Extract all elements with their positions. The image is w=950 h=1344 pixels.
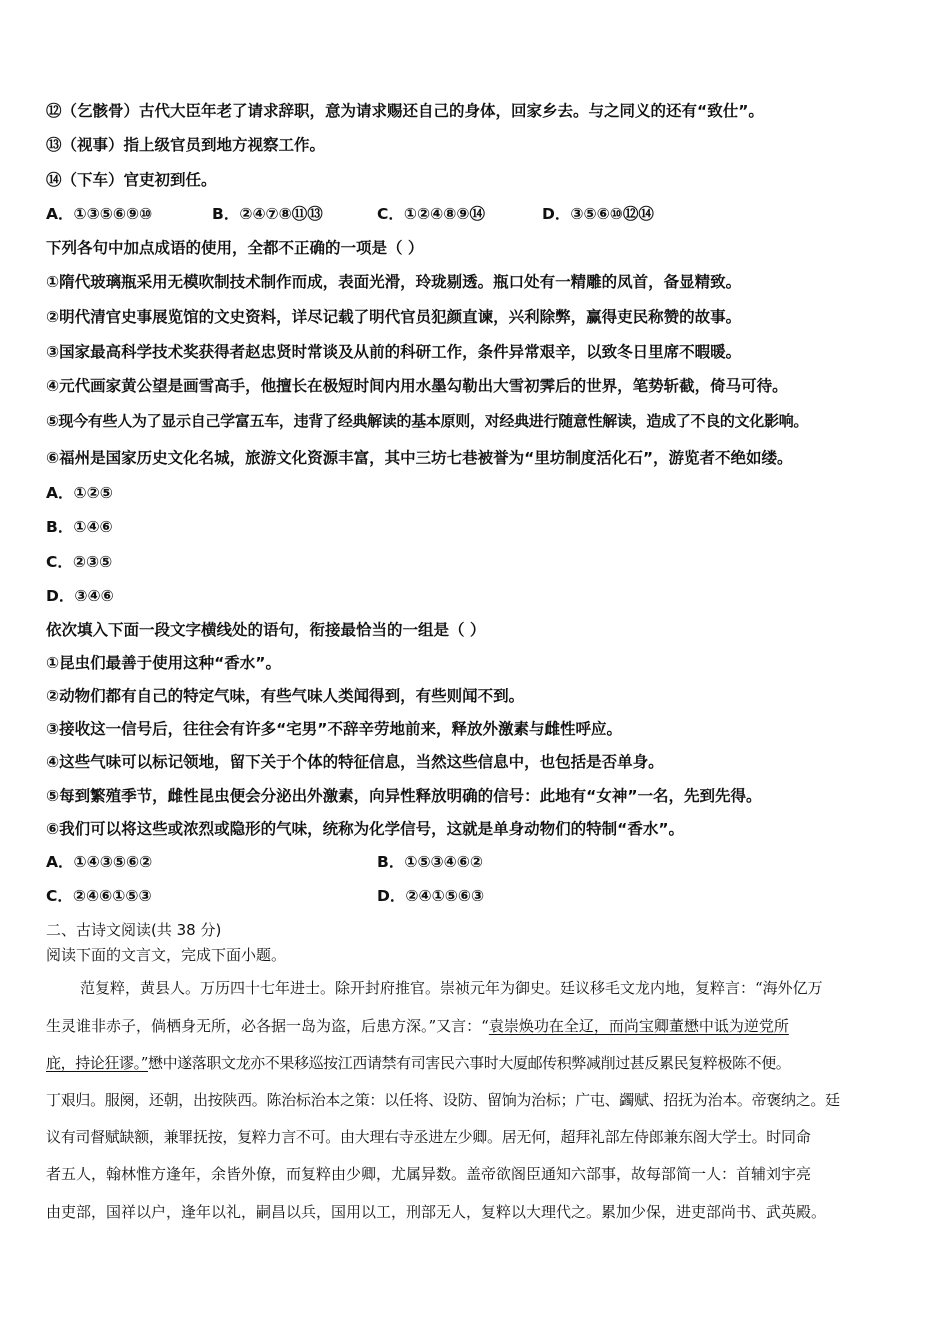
passage-line-5: 议有司督赋缺额，兼罪抚按，复粹力言不可。由大理右寺丞进左少卿。居无何，超拜礼部左侍郎兼东阁大学士。时同命 <box>46 1128 811 1146</box>
q2-sentence-5: ⑤现今有些人为了显示自己学富五车，违背了经典解读的基本原则，对经典进行随意性解读，造成了不良的文化影响。 <box>46 412 809 430</box>
q3-option-a[interactable]: A．①④③⑤⑥② <box>46 853 153 871</box>
section-title: 二、古诗文阅读(共 38 分) <box>46 921 222 939</box>
q3-sentence-3: ③接收这一信号后，往往会有许多“宅男”不辞辛劳地前来，释放外激素与雌性呼应。 <box>46 720 623 738</box>
q2-sentence-2: ②明代清官史事展览馆的文史资料，详尽记载了明代官员犯颜直谏，兴利除弊，赢得吏民称赞的故事。 <box>46 308 742 326</box>
q2-option-c[interactable]: C．②③⑤ <box>46 553 113 571</box>
q1-option-c[interactable]: C．①②④⑧⑨⑭ <box>377 205 485 223</box>
passage-line-1: 范复粹，黄县人。万历四十七年进士。除开封府推官。崇祯元年为御史。廷议移毛文龙内地，复粹言：“海外亿万 <box>80 979 823 997</box>
q2-sentence-4: ④元代画家黄公望是画雪高手，他擅长在极短时间内用水墨勾勒出大雪初霁后的世界，笔势斩截，倚马可待。 <box>46 377 788 395</box>
q3-sentence-2: ②动物们都有自己的特定气味，有些气味人类闻得到，有些则闻不到。 <box>46 687 525 705</box>
q1-option-b[interactable]: B．②④⑦⑧⑪⑬ <box>212 205 323 223</box>
q3-sentence-5: ⑤每到繁殖季节，雌性昆虫便会分泌出外激素，向异性释放明确的信号：此地有“女神”一名，先到先得。 <box>46 787 762 805</box>
q3-sentence-1: ①昆虫们最善于使用这种“香水”。 <box>46 654 281 672</box>
q3-stem: 依次填入下面一段文字横线处的语句，衔接最恰当的一组是（ ） <box>46 621 486 639</box>
passage-line-6: 者五人，翰林惟方逢年，余皆外僚，而复粹由少卿，尤属异数。盖帝欲阁臣通知六部事，故每部简一人：首辅刘宇亮 <box>46 1165 812 1183</box>
passage-line-3: 庇，持论狂谬。”懋中遂落职文龙亦不果移巡按江西请禁有司害民六事时大厦邮传积弊减削过甚反累民复粹极陈不便。 <box>46 1054 791 1072</box>
q2-sentence-3: ③国家最高科学技术奖获得者赵忠贤时常谈及从前的科研工作，条件异常艰辛，以致冬日里席不暇暖。 <box>46 343 742 361</box>
q2-option-a[interactable]: A．①②⑤ <box>46 484 113 502</box>
q3-option-b[interactable]: B．①⑤③④⑥② <box>377 853 484 871</box>
q3-sentence-6: ⑥我们可以将这些或浓烈或隐形的气味，统称为化学信号，这就是单身动物们的特制“香水”。 <box>46 820 685 838</box>
passage-line-4: 丁艰归。服阕，还朝，出按陕西。陈治标治本之策：以任将、设防、留饷为治标；广屯、蠲赋、招抚为治本。帝褒纳之。廷 <box>46 1091 840 1109</box>
section-intro: 阅读下面的文言文，完成下面小题。 <box>46 946 287 964</box>
q1-option-d[interactable]: D．③⑤⑥⑩⑫⑭ <box>542 205 654 223</box>
passage-line-2: 生灵谁非赤子，倘栖身无所，必各据一岛为盗，后患方深。”又言：“袁崇焕功在全辽，而尚宝卿董懋中诋为逆党所 <box>46 1017 789 1035</box>
underlined-sentence: 袁崇焕功在全辽，而尚宝卿董懋中诋为逆党所 <box>488 1017 789 1035</box>
note-13: ⑬（视事）指上级官员到地方视察工作。 <box>46 136 326 154</box>
q2-option-b[interactable]: B．①④⑥ <box>46 518 113 536</box>
q1-option-a[interactable]: A．①③⑤⑥⑨⑩ <box>46 205 153 223</box>
q2-sentence-6: ⑥福州是国家历史文化名城，旅游文化资源丰富，其中三坊七巷被誉为“里坊制度活化石”，游览者不绝如缕。 <box>46 449 793 467</box>
q3-sentence-4: ④这些气味可以标记领地，留下关于个体的特征信息，当然这些信息中，也包括是否单身。 <box>46 753 664 771</box>
note-12: ⑫（乞骸骨）古代大臣年老了请求辞职，意为请求赐还自己的身体，回家乡去。与之同义的还有“致仕”。 <box>46 102 764 120</box>
underlined-sentence-end: 庇，持论狂谬。” <box>46 1054 148 1072</box>
q3-option-d[interactable]: D．②④①⑤⑥③ <box>377 887 485 905</box>
q3-option-c[interactable]: C．②④⑥①⑤③ <box>46 887 152 905</box>
q2-option-d[interactable]: D．③④⑥ <box>46 587 114 605</box>
note-14: ⑭（下车）官吏初到任。 <box>46 171 217 189</box>
q2-stem: 下列各句中加点成语的使用，全都不正确的一项是（ ） <box>46 239 424 257</box>
q2-sentence-1: ①隋代玻璃瓶采用无模吹制技术制作而成，表面光滑，玲珑剔透。瓶口处有一精雕的凤首，备显精致。 <box>46 273 742 291</box>
passage-line-7: 由吏部，国祥以户，逢年以礼，嗣昌以兵，国用以工，刑部无人，复粹以大理代之。累加少保，进吏部尚书、武英殿。 <box>46 1203 827 1221</box>
